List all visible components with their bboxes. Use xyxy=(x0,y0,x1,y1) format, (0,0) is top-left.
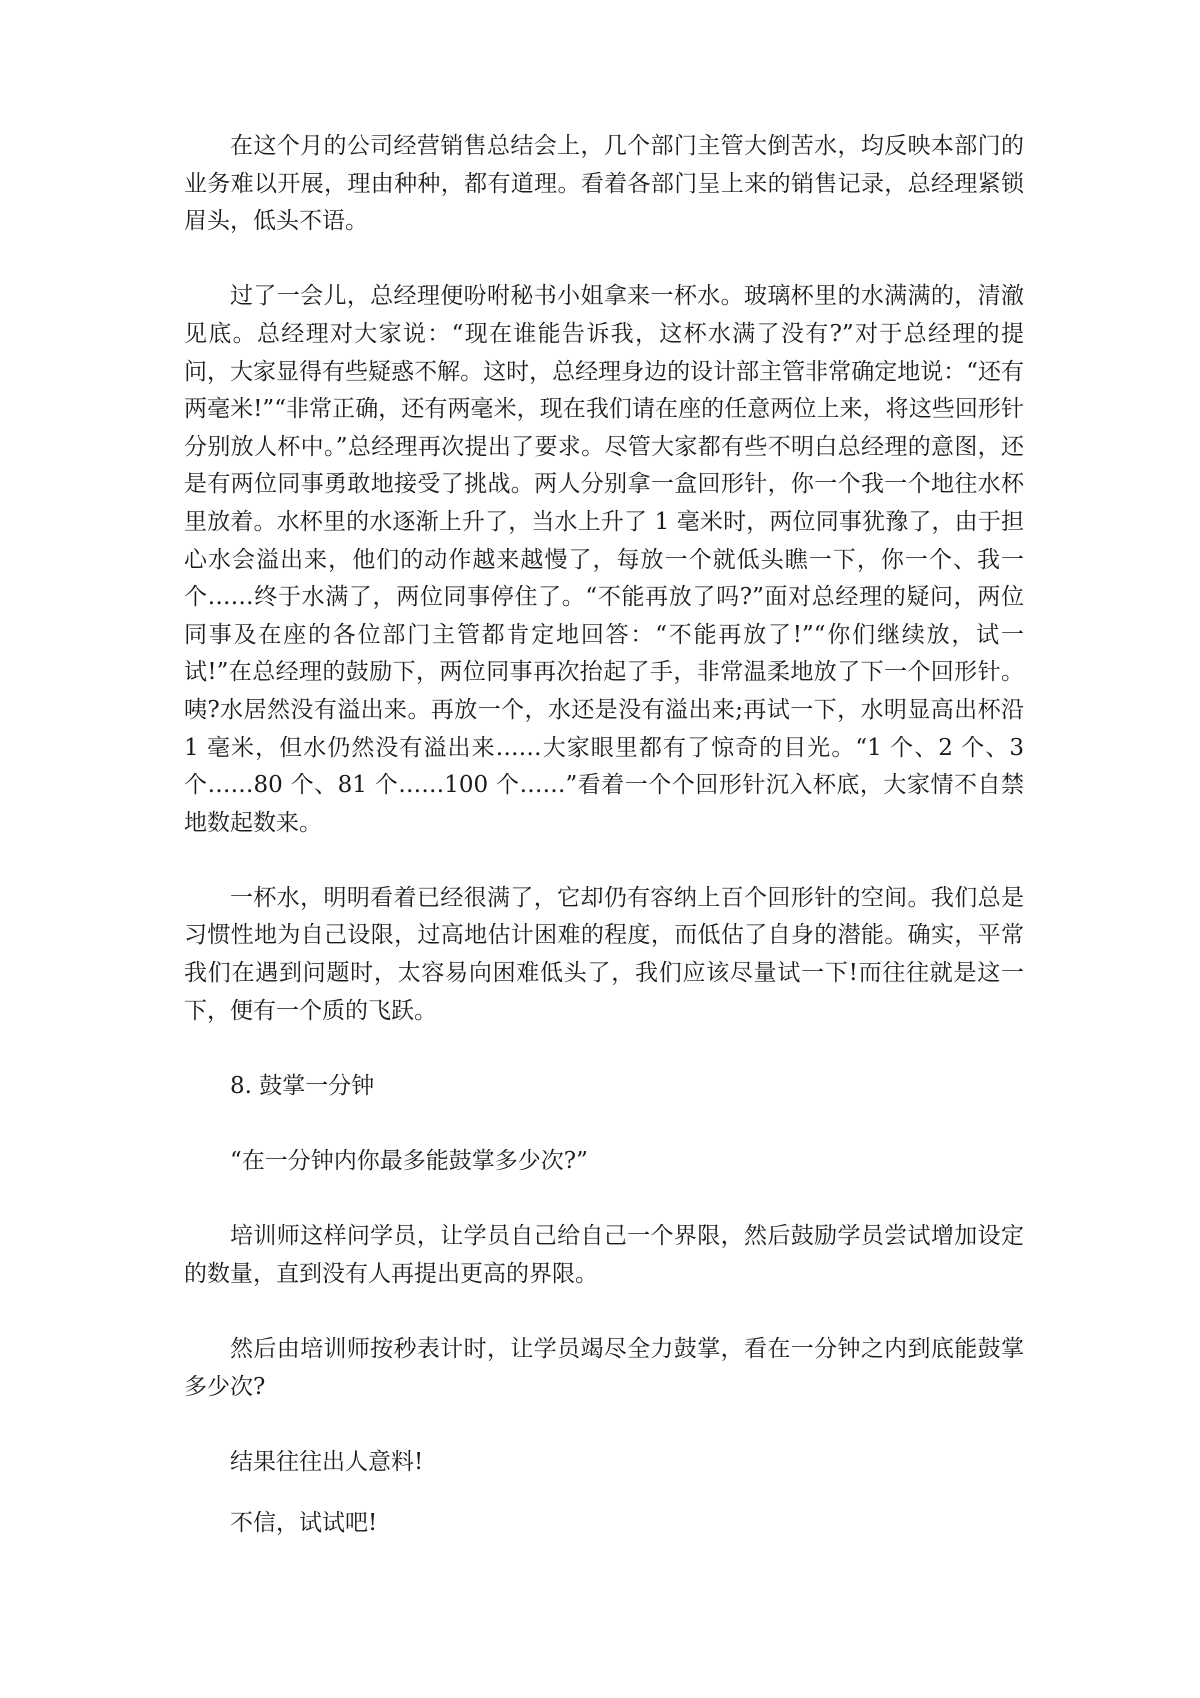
paragraph-try-it: 不信，试试吧! xyxy=(230,1510,378,1537)
section-heading: 8. 鼓掌一分钟 xyxy=(230,1072,375,1099)
document-body xyxy=(184,128,1024,1543)
paragraph-lesson: 一杯水，明明看着已经很满了，它却仍有容纳上百个回形针的空间。我们总是习惯性地为自己设限，过高地估计困难的程度，而低估了自身的潜能。确实，平常我们在遇到问题时，太容易向困难低头了，我们应该尽量试一下!而往往就是这一下，便有一个质的飞跃。 xyxy=(184,884,1024,1024)
paragraph-water-cup-story: 过了一会儿，总经理便吩咐秘书小姐拿来一杯水。玻璃杯里的水满满的，清澈见底。总经理对大家说：“现在谁能告诉我，这杯水满了没有?”对于总经理的提问，大家显得有些疑惑不解。这时，总经理身边的设计部主管非常确定地说：“还有两毫米!”“非常正确，还有两毫米，现在我们请在座的任意两位上来，将这些回形针分别放人杯中。”总经理再次提出了要求。尽管大家都有些不明白总经理的意图，还是有两位同事勇敢地接受了挑战。两人分别拿一盒回形针，你一个我一个地往水杯里放着。水杯里的水逐渐上升了，当水上升了 1 毫米时，两位同事犹豫了，由于担心水会溢出来，他们的动作越来越慢了，每放一个就低头瞧一下，你一个、我一个……终于水满了，两位同事停住了。“不能再放了吗?”面对总经理的疑问，两位同事及在座的各位部门主管都肯定地回答：“不能再放了!”“你们继续放，试一试!”在总经理的鼓励下，两位同事再次抬起了手，非常温柔地放了下一个回形针。咦?水居然没有溢出来。再放一个，水还是没有溢出来;再试一下，水明显高出杯沿 1 毫米，但水仍然没有溢出来……大家眼里都有了惊奇的目光。“1 个、2 个、3 个……80 个、81 个……100 个……”看着一个个回形针沉入杯底，大家情不自禁地数起数来。 xyxy=(184,283,1024,836)
paragraph-stopwatch: 然后由培训师按秒表计时，让学员竭尽全力鼓掌，看在一分钟之内到底能鼓掌多少次? xyxy=(184,1336,1024,1400)
paragraph-summary-meeting: 在这个月的公司经营销售总结会上，几个部门主管大倒苦水，均反映本部门的业务难以开展，理由种种，都有道理。看着各部门呈上来的销售记录，总经理紧锁眉头，低头不语。 xyxy=(184,133,1024,235)
paragraph-trainer-question: 培训师这样问学员，让学员自己给自己一个界限，然后鼓励学员尝试增加设定的数量，直到没有人再提出更高的界限。 xyxy=(184,1223,1024,1287)
paragraph-question: “在一分钟内你最多能鼓掌多少次?” xyxy=(230,1148,588,1175)
paragraph-result: 结果往往出人意料! xyxy=(230,1448,424,1475)
